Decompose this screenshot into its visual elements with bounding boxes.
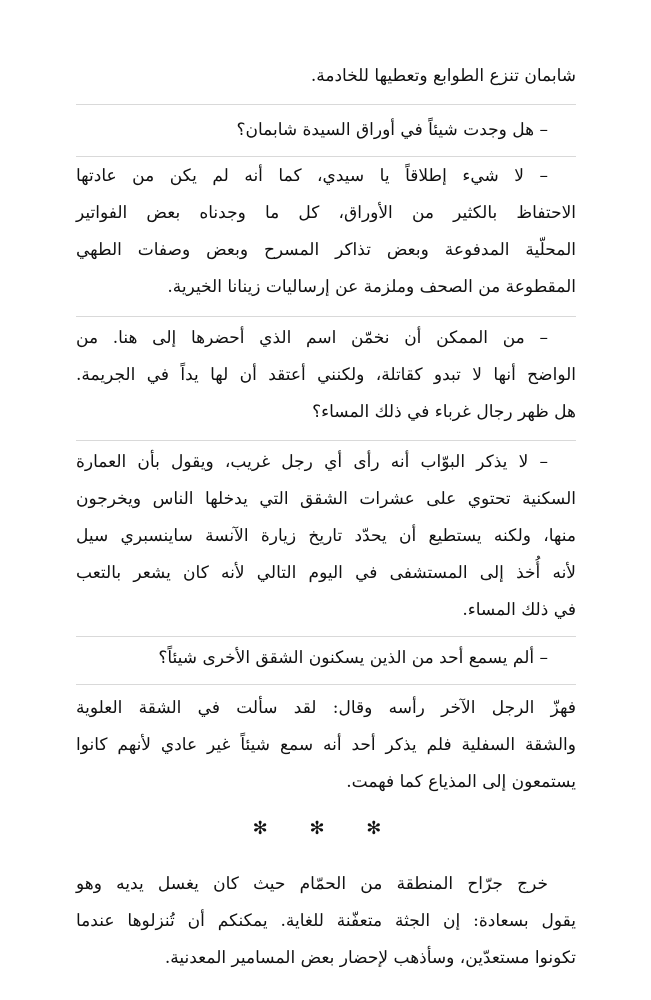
dialogue-line: – لا يذكر البوّاب أنه رأى أي رجل غريب، ويقول بأن العمارة — [76, 452, 548, 472]
dialogue-line: – من الممكن أن نخمّن اسم الذي أحضرها إلى هنا. من — [76, 328, 548, 348]
paragraph-line: والشقة السفلية فلم يذكر أحد أنه سمع شيئاً غير عادي لأنهم كانوا — [76, 735, 576, 755]
dialogue-line: – هل وجدت شيئاً في أوراق السيدة شابمان؟ — [236, 120, 548, 140]
paragraph-line: فهزّ الرجل الآخر رأسه وقال: لقد سألت في الشقة العلوية — [76, 698, 576, 718]
paragraph-line: المقطوعة من الصحف وملزمة عن إرساليات زينانا الخيرية. — [167, 277, 576, 297]
paragraph-separator — [76, 440, 576, 441]
paragraph-line: الاحتفاظ بالكثير من الأوراق، كل ما وجدناه بعض الفواتير — [76, 203, 576, 223]
paragraph-line: خرج جرّاح المنطقة من الحمّام حيث كان يغسل يديه وهو — [76, 874, 548, 894]
paragraph-line: هل ظهر رجال غرباء في ذلك المساء؟ — [312, 402, 576, 422]
paragraph-separator — [76, 636, 576, 637]
paragraph-separator — [76, 104, 576, 105]
paragraph-line: يقول بسعادة: إن الجثة متعفّنة للغاية. يمكنكم أن تُنزلوها عندما — [76, 911, 576, 931]
paragraph-line: المحلّية المدفوعة وبعض تذاكر المسرح وبعض وصفات الطهي — [76, 240, 576, 260]
paragraph-line: تكونوا مستعدّين، وسأذهب لإحضار بعض المسامير المعدنية. — [164, 948, 576, 968]
paragraph-line: في ذلك المساء. — [462, 600, 576, 620]
section-break: ✻ ✻ ✻ — [252, 818, 400, 839]
text-column — [76, 0, 576, 1000]
paragraph-line: شابمان تنزع الطوابع وتعطيها للخادمة. — [310, 66, 576, 86]
dialogue-line: – ألم يسمع أحد من الذين يسكنون الشقق الأخرى شيئاً؟ — [158, 648, 548, 668]
paragraph-line: منها، ولكنه يستطيع أن يحدّد تاريخ زيارة الآنسة ساينسبري سيل — [76, 526, 576, 546]
paragraph-line: الواضح أنها لا تبدو كقاتلة، ولكنني أعتقد أن لها يداً في الجريمة. — [76, 365, 576, 385]
dialogue-line: – لا شيء إطلاقاً يا سيدي، كما أنه لم يكن من عادتها — [76, 166, 548, 186]
paragraph-separator — [76, 156, 576, 157]
paragraph-line: لأنه أُخذ إلى المستشفى في اليوم التالي لأنه كان يشعر بالتعب — [76, 563, 576, 583]
paragraph-separator — [76, 316, 576, 317]
paragraph-separator — [76, 684, 576, 685]
paragraph-line: يستمعون إلى المذياع كما فهمت. — [346, 772, 576, 792]
paragraph-line: السكنية تحتوي على عشرات الشقق التي يدخلها الناس ويخرجون — [76, 489, 576, 509]
